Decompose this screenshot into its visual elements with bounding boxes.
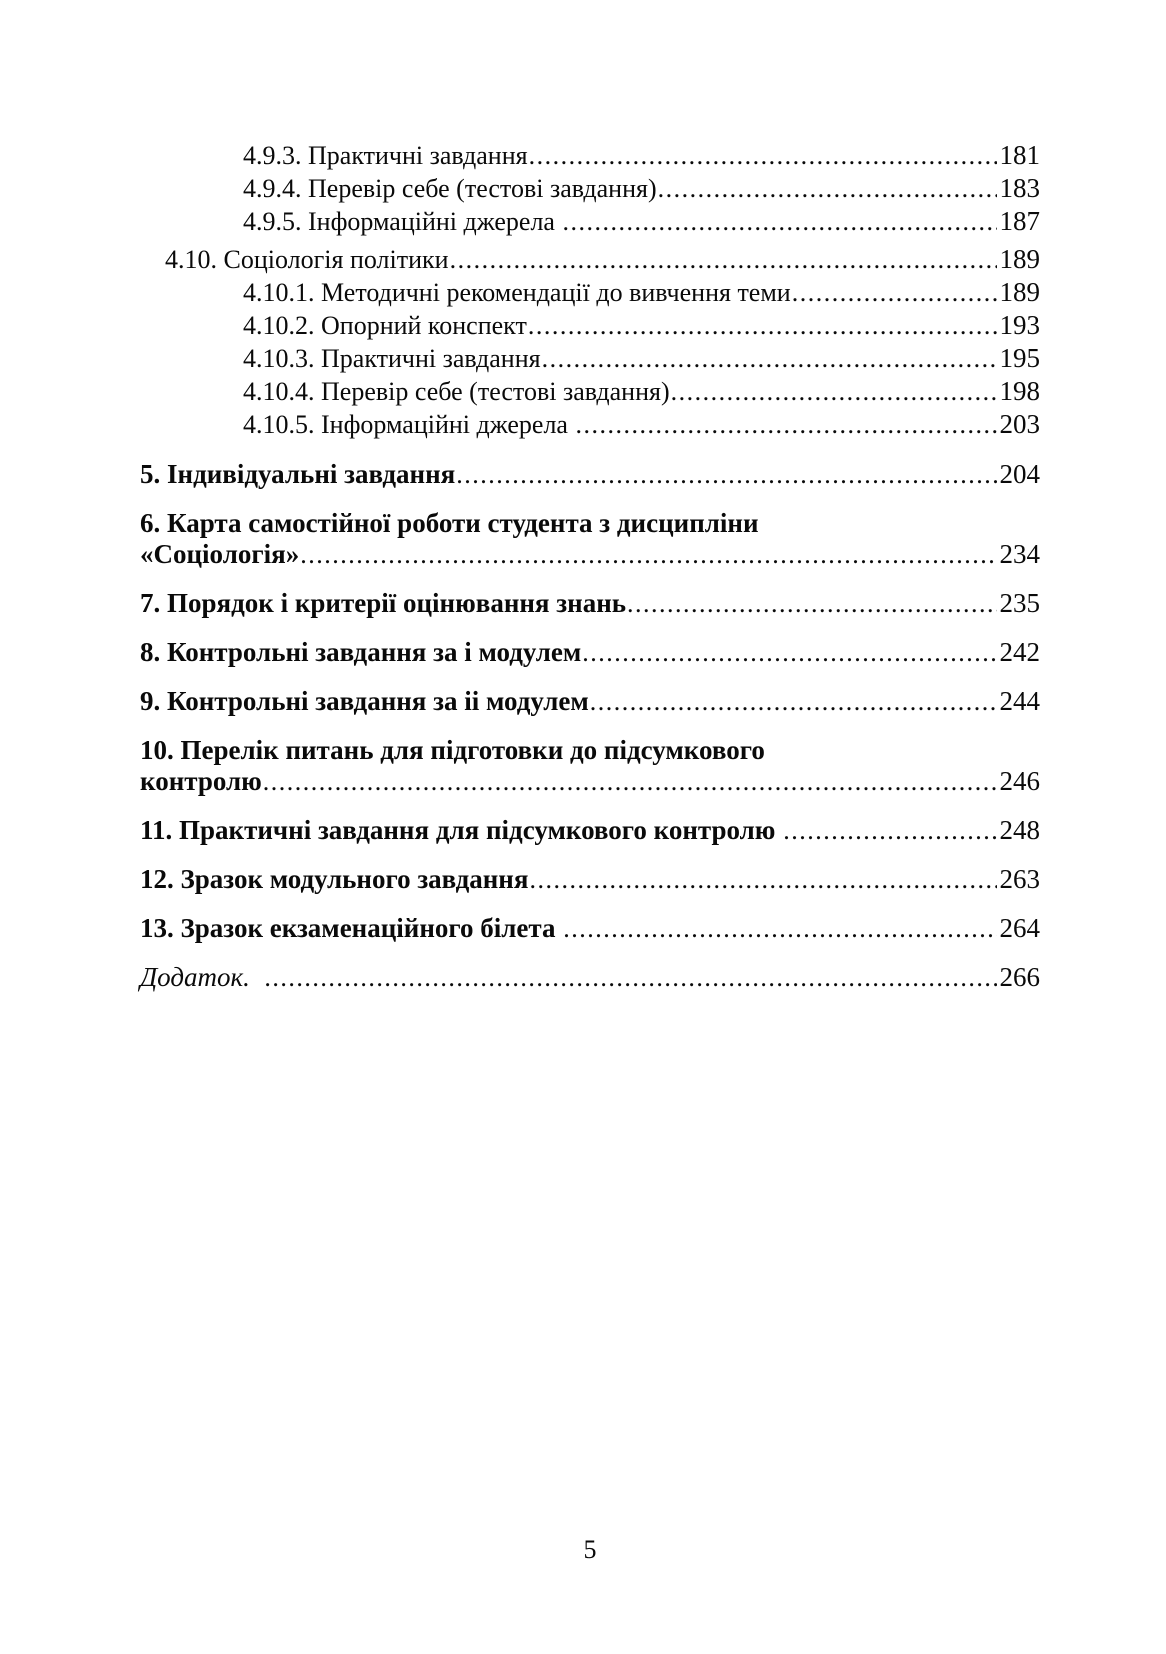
toc-entry-label: 4.10. Соціологія політики bbox=[165, 245, 449, 274]
toc-entry-page: 189 bbox=[999, 244, 1040, 274]
toc-entry-line bbox=[243, 172, 1040, 205]
toc-entry-page: 203 bbox=[999, 409, 1040, 439]
toc-dot-leader bbox=[671, 375, 997, 408]
table-of-contents bbox=[140, 139, 1040, 993]
toc-entry-line bbox=[243, 309, 1040, 342]
toc-entry-line bbox=[140, 588, 1040, 619]
toc-dot-leader bbox=[529, 864, 996, 895]
toc-entry-line bbox=[243, 276, 1040, 309]
toc-entry-label: 10. Перелік питань для підготовки до підсумкового bbox=[140, 735, 765, 765]
toc-entry bbox=[165, 243, 1040, 276]
toc-entry-label: 9. Контрольні завдання за іі модулем bbox=[140, 686, 589, 716]
toc-entry bbox=[140, 508, 1040, 570]
toc-entry-line bbox=[140, 686, 1040, 717]
toc-dot-leader bbox=[783, 815, 996, 846]
toc-entry-label: «Соціологія» bbox=[140, 539, 300, 569]
toc-entry-page: 204 bbox=[999, 459, 1040, 489]
toc-entry bbox=[140, 459, 1040, 490]
toc-dot-leader bbox=[263, 766, 997, 797]
toc-entry bbox=[243, 172, 1040, 205]
toc-entry bbox=[140, 815, 1040, 846]
toc-dot-leader bbox=[450, 243, 997, 276]
toc-entry-page: 198 bbox=[999, 376, 1040, 406]
toc-entry-label: 4.10.3. Практичні завдання bbox=[243, 344, 541, 373]
toc-entry-page: 266 bbox=[999, 962, 1040, 992]
toc-entry-page: 263 bbox=[999, 864, 1040, 894]
toc-entry-page: 181 bbox=[999, 140, 1040, 170]
toc-entry-line bbox=[140, 913, 1040, 944]
toc-dot-leader bbox=[529, 139, 997, 172]
toc-entry-page: 246 bbox=[999, 766, 1040, 796]
toc-entry-label: 4.10.5. Інформаційні джерела bbox=[243, 410, 575, 439]
toc-entry bbox=[140, 686, 1040, 717]
toc-dot-leader bbox=[542, 342, 997, 375]
toc-entry-line bbox=[140, 637, 1040, 668]
toc-entry bbox=[243, 375, 1040, 408]
toc-entry-label: 11. Практичні завдання для підсумкового контролю bbox=[140, 815, 783, 845]
toc-dot-leader bbox=[590, 686, 997, 717]
toc-entry-page: 235 bbox=[999, 588, 1040, 618]
toc-entry-line bbox=[140, 962, 1040, 993]
toc-entry-line bbox=[243, 375, 1040, 408]
toc-entry-page: 195 bbox=[999, 343, 1040, 373]
toc-entry-line bbox=[165, 243, 1040, 276]
toc-entry-page: 264 bbox=[999, 913, 1040, 943]
toc-entry-page: 183 bbox=[999, 173, 1040, 203]
toc-entry-label: 4.10.4. Перевір себе (тестові завдання) bbox=[243, 377, 670, 406]
toc-entry-line bbox=[140, 459, 1040, 490]
toc-entry-line bbox=[140, 815, 1040, 846]
toc-entry-line bbox=[243, 342, 1040, 375]
toc-entry-page: 248 bbox=[999, 815, 1040, 845]
toc-entry-page: 187 bbox=[999, 206, 1040, 236]
toc-entry-label: 4.9.5. Інформаційні джерела bbox=[243, 207, 562, 236]
toc-entry-line bbox=[243, 139, 1040, 172]
toc-entry bbox=[140, 962, 1040, 993]
toc-entry-line bbox=[140, 735, 1040, 766]
toc-entry-page: 242 bbox=[999, 637, 1040, 667]
toc-entry-line bbox=[140, 508, 1040, 539]
toc-entry-page: 244 bbox=[999, 686, 1040, 716]
toc-dot-leader bbox=[792, 276, 997, 309]
toc-dot-leader bbox=[264, 962, 996, 993]
toc-entry-label: 4.9.4. Перевір себе (тестові завдання) bbox=[243, 174, 657, 203]
toc-dot-leader bbox=[627, 588, 996, 619]
toc-entry-line bbox=[140, 864, 1040, 895]
toc-entry bbox=[243, 276, 1040, 309]
toc-entry-page: 189 bbox=[999, 277, 1040, 307]
toc-entry bbox=[140, 637, 1040, 668]
toc-entry bbox=[140, 588, 1040, 619]
toc-entry-label: 4.9.3. Практичні завдання bbox=[243, 141, 528, 170]
toc-entry-page: 193 bbox=[999, 310, 1040, 340]
toc-dot-leader bbox=[658, 172, 997, 205]
toc-dot-leader bbox=[528, 309, 997, 342]
page-number: 5 bbox=[583, 1535, 597, 1564]
toc-entry-label: 13. Зразок екзаменаційного білета bbox=[140, 913, 563, 943]
toc-entry-line bbox=[140, 539, 1040, 570]
toc-entry-label: 8. Контрольні завдання за і модулем bbox=[140, 637, 582, 667]
toc-entry-label: контролю bbox=[140, 766, 262, 796]
toc-entry-label: 7. Порядок і критерії оцінювання знань bbox=[140, 588, 627, 618]
toc-entry-label: 12. Зразок модульного завдання bbox=[140, 864, 529, 894]
toc-entry-label: Додаток. bbox=[140, 962, 264, 992]
toc-entry bbox=[243, 139, 1040, 172]
toc-dot-leader bbox=[456, 459, 996, 490]
toc-entry bbox=[140, 735, 1040, 797]
toc-entry-label: 6. Карта самостійної роботи студента з дисципліни bbox=[140, 508, 759, 538]
toc-entry bbox=[243, 342, 1040, 375]
toc-entry-line bbox=[140, 766, 1040, 797]
toc-entry bbox=[140, 913, 1040, 944]
toc-entry-label: 5. Індивідуальні завдання bbox=[140, 459, 456, 489]
toc-entry-line bbox=[243, 408, 1040, 441]
toc-entry bbox=[243, 205, 1040, 238]
toc-dot-leader bbox=[300, 539, 996, 570]
toc-dot-leader bbox=[562, 205, 996, 238]
toc-entry-page: 234 bbox=[999, 539, 1040, 569]
toc-dot-leader bbox=[563, 913, 996, 944]
toc-dot-leader bbox=[575, 408, 996, 441]
toc-entry-line bbox=[243, 205, 1040, 238]
toc-entry-label: 4.10.2. Опорний конспект bbox=[243, 311, 527, 340]
toc-entry bbox=[243, 408, 1040, 441]
toc-dot-leader bbox=[582, 637, 996, 668]
toc-entry bbox=[140, 864, 1040, 895]
toc-entry bbox=[243, 309, 1040, 342]
toc-entry-label: 4.10.1. Методичні рекомендації до вивчення теми bbox=[243, 278, 791, 307]
